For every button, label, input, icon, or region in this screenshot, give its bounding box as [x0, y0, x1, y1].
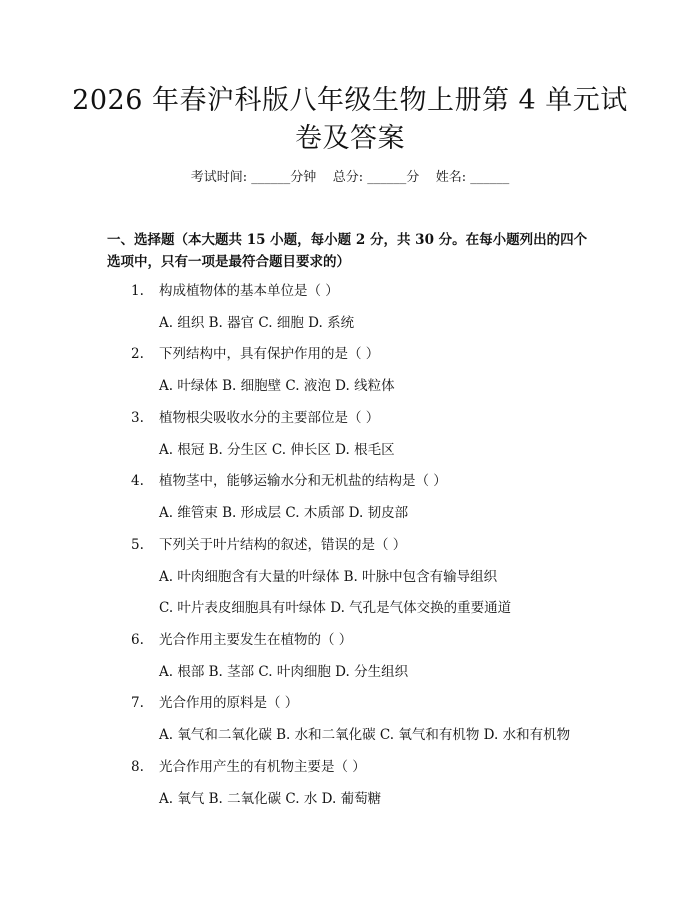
question-8-options: A. 氧气 B. 二氧化碳 C. 水 D. 葡萄糖	[159, 791, 382, 807]
exam-info: 考试时间: ______分钟 总分: ______分 姓名: ______	[190, 170, 510, 185]
question-5-options-line-1: A. 叶肉细胞含有大量的叶绿体 B. 叶脉中包含有输导组织	[159, 569, 498, 585]
section-heading: 一、选择题（本大题共 15 小题，每小题 2 分，共 30 分。在每小题列出的四个选项中，只有一项是最符合题目要求的）	[107, 232, 588, 270]
question-text: 植物茎中，能够运输水分和无机盐的结构是（ ）	[159, 473, 447, 489]
question-text: 下列结构中，具有保护作用的是（ ）	[159, 346, 380, 362]
question-8	[131, 757, 601, 777]
page-title	[0, 82, 700, 158]
question-4-options: A. 维管束 B. 形成层 C. 木质部 D. 韧皮部	[159, 505, 409, 521]
question-number: 4.	[131, 473, 144, 489]
question-3	[131, 408, 601, 428]
question-6	[131, 630, 601, 650]
question-2	[131, 344, 601, 364]
question-text: 下列关于叶片结构的叙述，错误的是（ ）	[159, 537, 407, 553]
question-number: 7.	[131, 695, 144, 711]
question-7	[131, 693, 601, 713]
question-7-options: A. 氧气和二氧化碳 B. 水和二氧化碳 C. 氧气和有机物 D. 水和有机物	[159, 727, 571, 743]
question-1-options: A. 组织 B. 器官 C. 细胞 D. 系统	[159, 315, 355, 331]
question-number: 5.	[131, 537, 144, 553]
title-line-2: 卷及答案	[295, 123, 405, 154]
title-line-1: 2026 年春沪科版八年级生物上册第 4 单元试	[72, 85, 628, 116]
question-number: 8.	[131, 759, 144, 775]
question-6-options: A. 根部 B. 茎部 C. 叶肉细胞 D. 分生组织	[159, 664, 409, 680]
question-text: 光合作用的原料是（ ）	[159, 695, 299, 711]
question-2-options: A. 叶绿体 B. 细胞壁 C. 液泡 D. 线粒体	[159, 378, 395, 394]
question-text: 构成植物体的基本单位是（ ）	[159, 283, 339, 299]
question-text: 光合作用产生的有机物主要是（ ）	[159, 759, 366, 775]
question-5	[131, 535, 601, 555]
question-4	[131, 471, 601, 491]
question-1	[131, 281, 601, 301]
question-number: 6.	[131, 632, 144, 648]
question-number: 2.	[131, 346, 144, 362]
question-text: 植物根尖吸收水分的主要部位是（ ）	[159, 410, 380, 426]
question-3-options: A. 根冠 B. 分生区 C. 伸长区 D. 根毛区	[159, 442, 395, 458]
question-number: 1.	[131, 283, 144, 299]
question-number: 3.	[131, 410, 144, 426]
question-text: 光合作用主要发生在植物的（ ）	[159, 632, 353, 648]
question-5-options-line-2: C. 叶片表皮细胞具有叶绿体 D. 气孔是气体交换的重要通道	[159, 600, 512, 616]
